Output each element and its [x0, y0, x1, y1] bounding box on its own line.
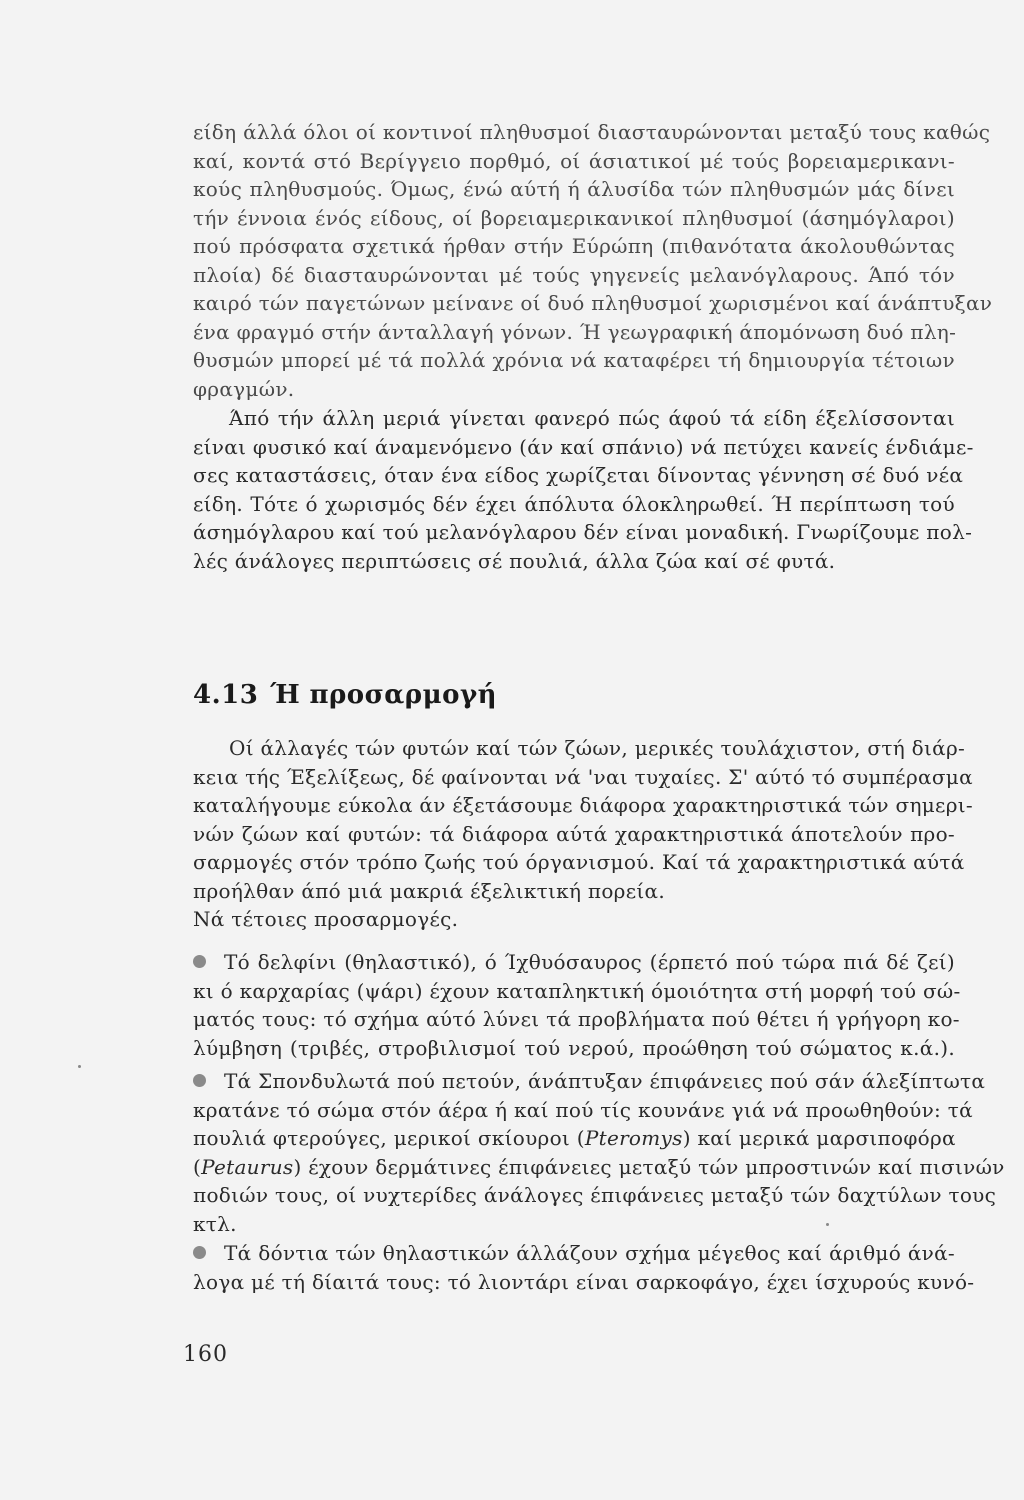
text-line: κεια τής Έξελίξεως, δέ φαίνονται νά 'ναι τυχαίες. Σ' αύτό τό συμπέρασμα: [193, 764, 973, 789]
bullet-text: Τά Σπονδυλωτά πού πετούν, άνάπτυξαν έπιφάνειες πού σάν άλεξίπτωτα: [224, 1069, 986, 1093]
text-line: κρατάνε τό σώμα στόν άέρα ή καί πού τίς κουνάνε γιά νά προωθηθούν: τά: [193, 1097, 973, 1122]
text-line: Οί άλλαγές τών φυτών καί τών ζώων, μερικές τουλάχιστον, στή διάρ-: [229, 736, 966, 760]
text-line: προήλθαν άπό μιά μακριά έξελικτική πορεία.: [193, 878, 665, 903]
text-line: Άπό τήν άλλη μεριά γίνεται φανερό πώς άφού τά είδη έξελίσσονται: [229, 406, 955, 430]
paragraph-continuation: [193, 118, 993, 403]
text-line: λύμβηση (τριβές, στροβιλισμοί τού νερού, προώθηση τού σώματος κ.ά.).: [193, 1035, 955, 1060]
text-line: νών ζώων καί φυτών: τά διάφορα αύτά χαρακτηριστικά άποτελούν προ-: [193, 821, 955, 846]
bullet-item-flight: [193, 1067, 1005, 1238]
text-line: ένα φραγμό στήν άνταλλαγή γόνων. Ή γεωγραφική άπομόνωση δυό πλη-: [193, 319, 957, 344]
text-fragment: πουλιά φτερούγες, μερικοί σκίουροι (: [193, 1126, 585, 1150]
text-line: Νά τέτοιες προσαρμογές.: [193, 907, 459, 931]
text-line: [193, 1067, 986, 1096]
text-line: [193, 1239, 955, 1268]
text-line: είδη άλλά όλοι οί κοντινοί πληθυσμοί διασταυρώνονται μεταξύ τους καθώς: [193, 120, 991, 144]
text-line: είδη. Τότε ό χωρισμός δέν έχει άπόλυτα όλοκληρωθεί. Ή περίπτωση τού: [193, 491, 955, 516]
bullet-dot-icon: [193, 955, 206, 968]
text-line: ματός τους: τό σχήμα αύτό λύνει τά προβλήματα πού θέτει ή γρήγορη κο-: [193, 1007, 960, 1031]
text-line: κι ό καρχαρίας (ψάρι) έχουν καταπληκτική όμοιότητα στή μορφή τού σώ-: [193, 978, 961, 1003]
text-fragment: (: [193, 1154, 202, 1179]
text-line: πού πρόσφατα σχετικά ήρθαν στήν Εύρώπη (πιθανότατα άκολουθώντας: [193, 234, 955, 258]
text-line: κούς πληθυσμούς. Όμως, ένώ αύτή ή άλυσίδα τών πληθυσμών μάς δίνει: [193, 177, 955, 201]
text-line: λογα μέ τή δίαιτά τους: τό λιοντάρι είναι σαρκοφάγο, έχει ίσχυρούς κυνό-: [193, 1269, 975, 1294]
bullet-dot-icon: [193, 1074, 206, 1087]
text-line: λές άνάλογες περιπτώσεις σέ πουλιά, άλλα ζώα καί σέ φυτά.: [193, 548, 836, 573]
section-heading: [193, 680, 497, 710]
text-line: [193, 948, 955, 977]
text-line: [193, 1153, 1005, 1182]
scan-speck: [826, 1223, 829, 1226]
text-line: είναι φυσικό καί άναμενόμενο (άν καί σπάνιο) νά πετύχει κανείς ένδιάμε-: [193, 434, 974, 459]
page-number: 160: [183, 1342, 228, 1367]
bullet-dot-icon: [193, 1246, 206, 1259]
section-intro: [193, 734, 973, 934]
genus-name: Petaurus: [201, 1154, 294, 1179]
text-line: καιρό τών παγετώνων μείνανε οί δυό πληθυσμοί χωρισμένοι καί άνάπτυξαν: [193, 291, 993, 315]
text-line: ποδιών τους, οί νυχτερίδες άνάλογες έπιφάνειες μεταξύ τών δαχτύλων τους: [193, 1183, 997, 1207]
text-fragment: ) έχουν δερμάτινες έπιφάνειες μεταξύ τών μπροστινών καί πισινών: [293, 1154, 1005, 1179]
text-line: φραγμών.: [193, 376, 295, 401]
text-line: [193, 1124, 955, 1153]
section-number: 4.13: [193, 680, 259, 710]
scan-speck: [78, 1065, 81, 1068]
bullet-text: Τά δόντια τών θηλαστικών άλλάζουν σχήμα μέγεθος καί άριθμό άνά-: [224, 1241, 955, 1265]
text-line: τήν έννοια ένός είδους, οί βορειαμερικανικοί πληθυσμοί (άσημόγλαροι): [193, 205, 955, 230]
text-line: άσημόγλαρου καί τού μελανόγλαρου δέν είναι μοναδική. Γνωρίζουμε πολ-: [193, 520, 973, 544]
text-line: κτλ.: [193, 1211, 237, 1236]
bullet-item-teeth: [193, 1239, 975, 1296]
text-fragment: ) καί μερικά μαρσιποφόρα: [682, 1126, 956, 1150]
text-line: θυσμών μπορεί μέ τά πολλά χρόνια νά καταφέρει τή δημιουργία τέτοιων: [193, 348, 955, 372]
text-line: πλοία) δέ διασταυρώνονται μέ τούς γηγενείς μελανόγλαρους. Άπό τόν: [193, 262, 955, 287]
text-line: καί, κοντά στό Βερίγγειο πορθμό, οί άσιατικοί μέ τούς βορειαμερικανι-: [193, 148, 955, 173]
bullet-text: Τό δελφίνι (θηλαστικό), ό Ίχθυόσαυρος (έρπετό πού τώρα πιά δέ ζεί): [224, 950, 955, 974]
text-line: σες καταστάσεις, όταν ένα είδος χωρίζεται δίνοντας γέννηση σέ δυό νέα: [193, 463, 964, 487]
text-line: καταλήγουμε εύκολα άν έξετάσουμε διάφορα χαρακτηριστικά τών σημερι-: [193, 793, 973, 817]
genus-name: Pteromys: [584, 1126, 683, 1150]
bullet-item-dolphin: [193, 948, 961, 1062]
text-line: σαρμογές στόν τρόπο ζωής τού όργανισμού. Καί τά χαρακτηριστικά αύτά: [193, 850, 965, 874]
paragraph-two: [193, 404, 974, 575]
section-title: Ή προσαρμογή: [270, 680, 498, 710]
